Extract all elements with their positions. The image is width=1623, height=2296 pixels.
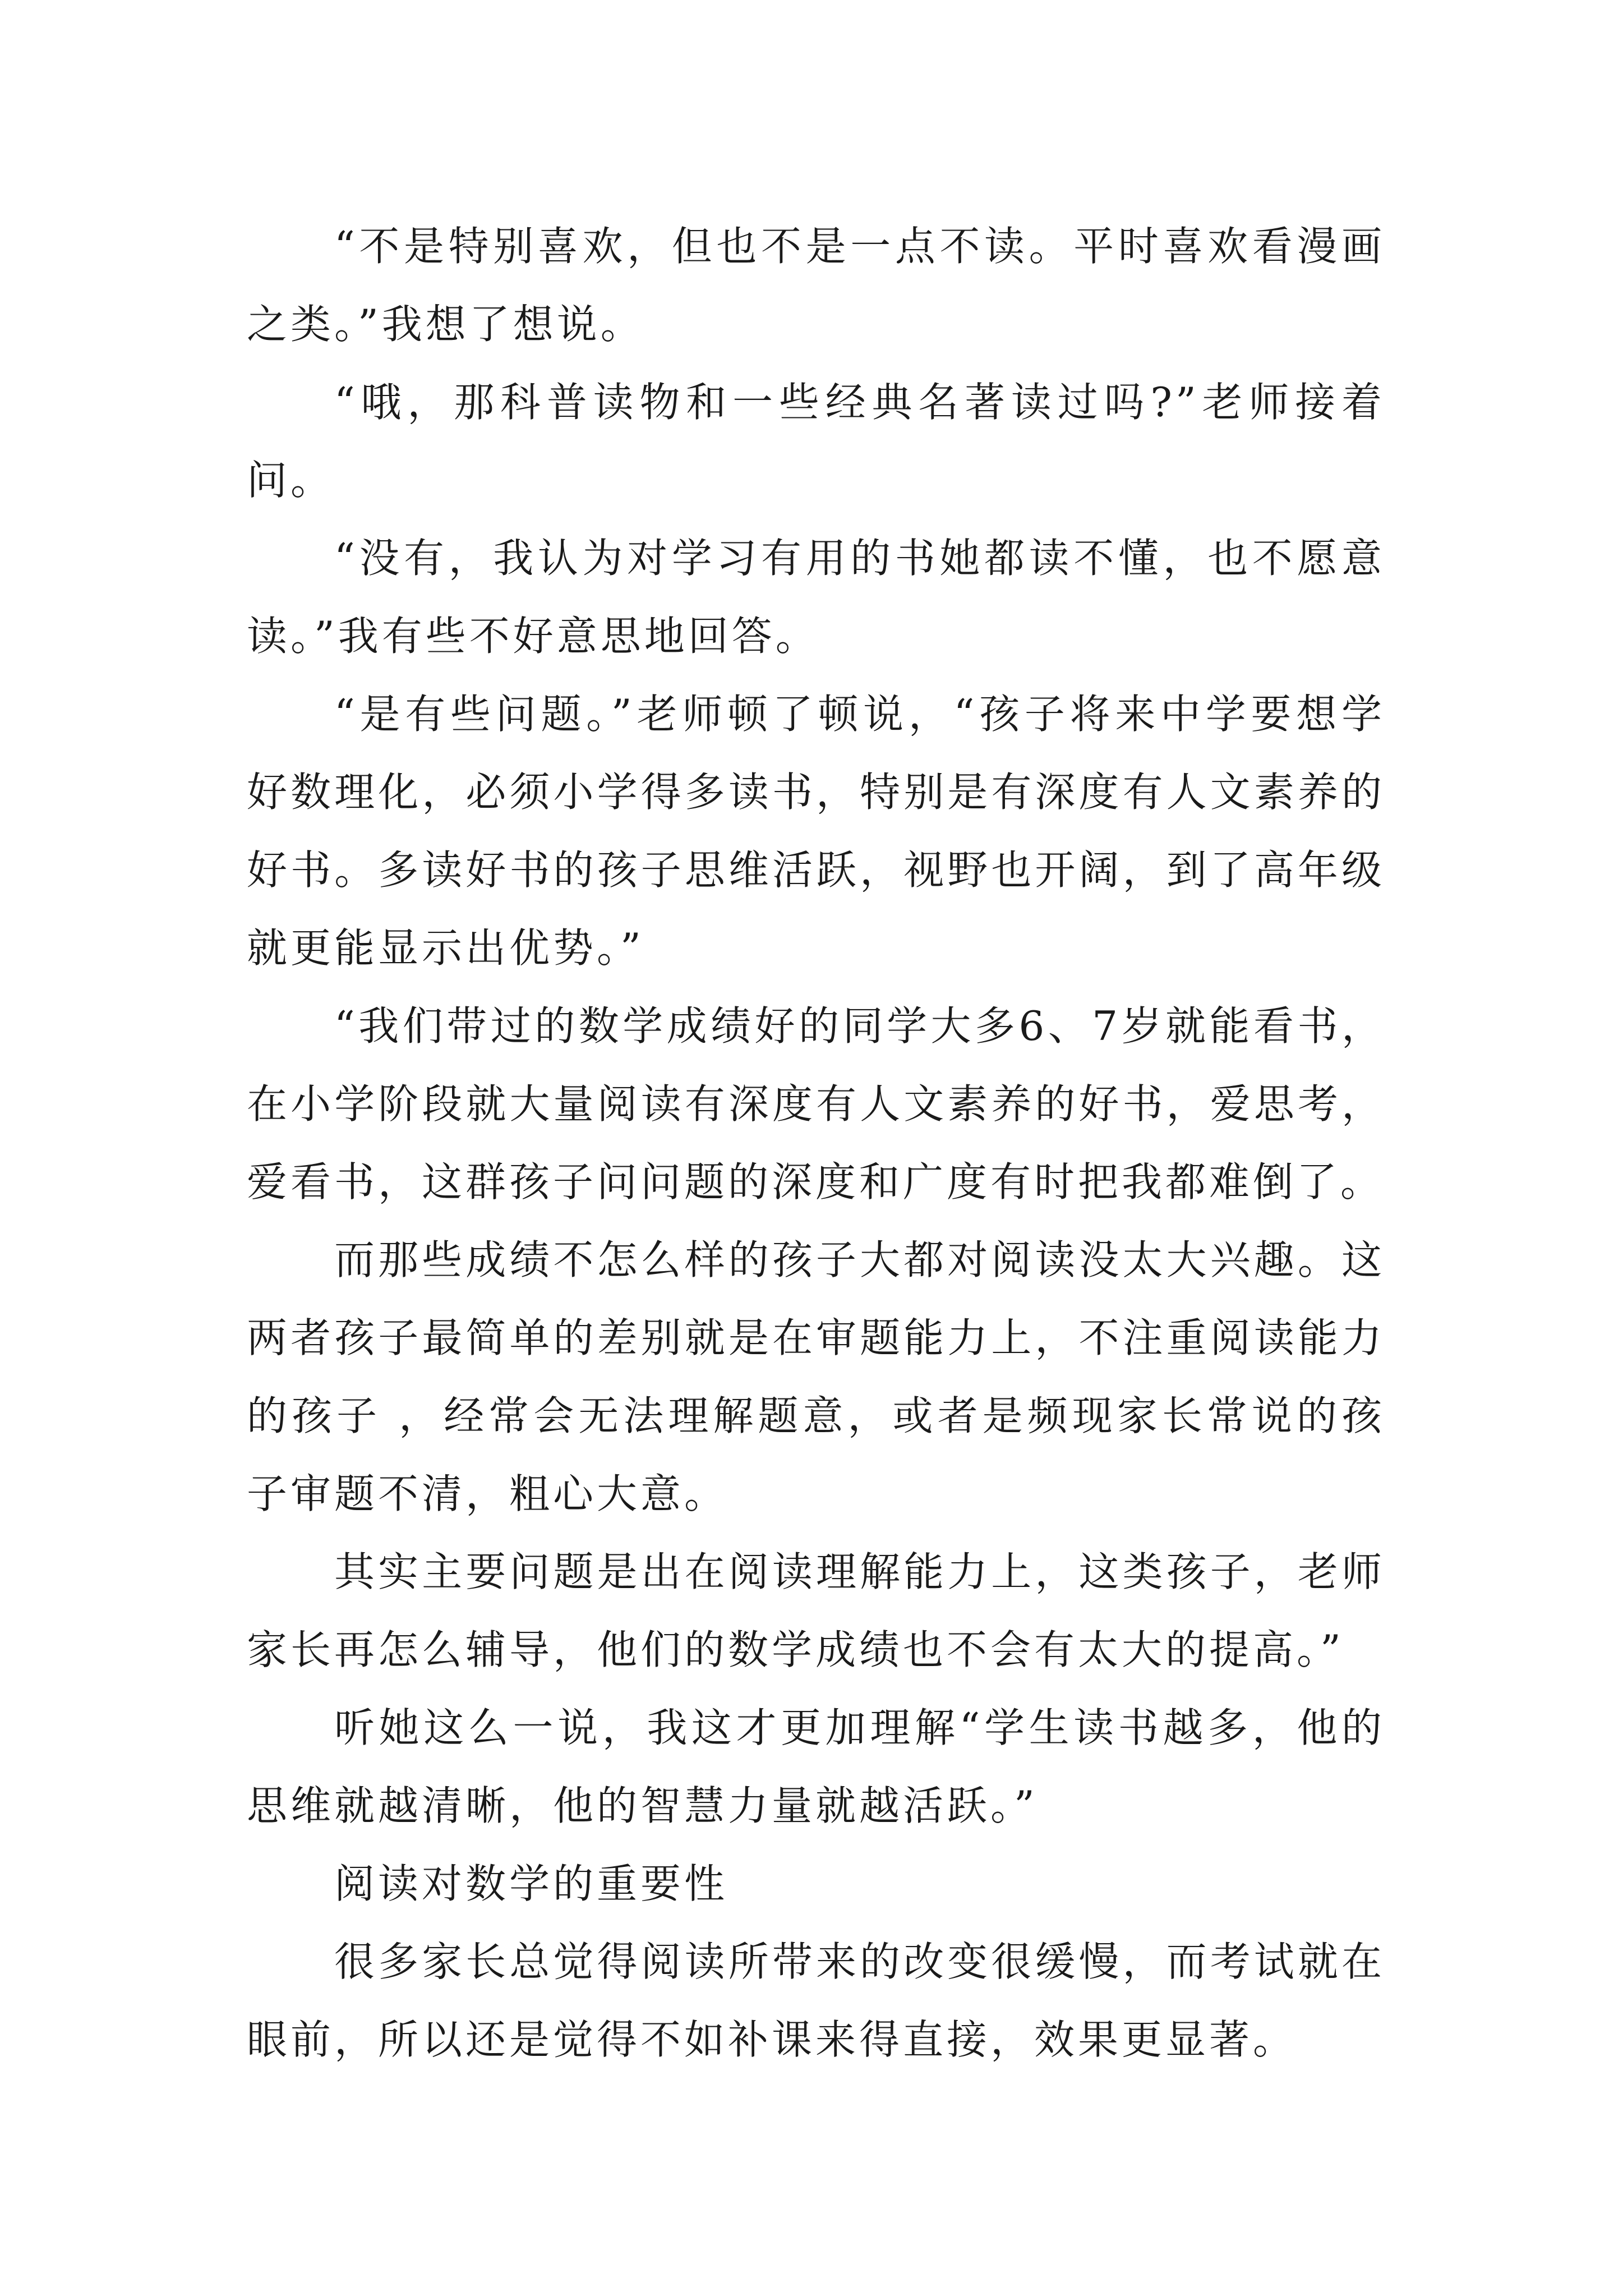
- paragraph: “不是特别喜欢，但也不是一点不读。平时喜欢看漫画之类。”我想了想说。: [247, 223, 1385, 348]
- paragraph: 很多家长总觉得阅读所带来的改变很缓慢，而考试就在眼前，所以还是觉得不如补课来得直接，效果更显著。: [247, 1938, 1385, 2063]
- paragraph: 听她这么一说，我这才更加理解“学生读书越多，他的思维就越清晰，他的智慧力量就越活跃。”: [247, 1704, 1385, 1829]
- paragraph: “我们带过的数学成绩好的同学大多6、7岁就能看书，在小学阶段就大量阅读有深度有人文素养的好书，爱思考，爱看书，这群孩子问问题的深度和广度有时把我都难倒了。: [247, 1002, 1385, 1205]
- paragraph: “没有，我认为对学习有用的书她都读不懂，也不愿意读。”我有些不好意思地回答。: [247, 535, 1385, 660]
- paragraph: “是有些问题。”老师顿了顿说，“孩子将来中学要想学好数理化，必须小学得多读书，特别是有深度有人文素养的好书。多读好书的孩子思维活跃，视野也开阔，到了高年级就更能显示出优势。”: [247, 691, 1385, 972]
- paragraph: 而那些成绩不怎么样的孩子大都对阅读没太大兴趣。这两者孩子最简单的差别就是在审题能力上，不注重阅读能力的孩子 ，经常会无法理解题意，或者是频现家长常说的孩子审题不清，粗心大意。: [247, 1236, 1385, 1517]
- section-heading: 阅读对数学的重要性: [334, 1860, 728, 1907]
- body-text: [247, 208, 1385, 2079]
- paragraph: 其实主要问题是出在阅读理解能力上，这类孩子，老师家长再怎么辅导，他们的数学成绩也不会有太大的提高。”: [247, 1548, 1385, 1673]
- paragraph: “哦，那科普读物和一些经典名著读过吗?”老师接着问。: [247, 379, 1385, 504]
